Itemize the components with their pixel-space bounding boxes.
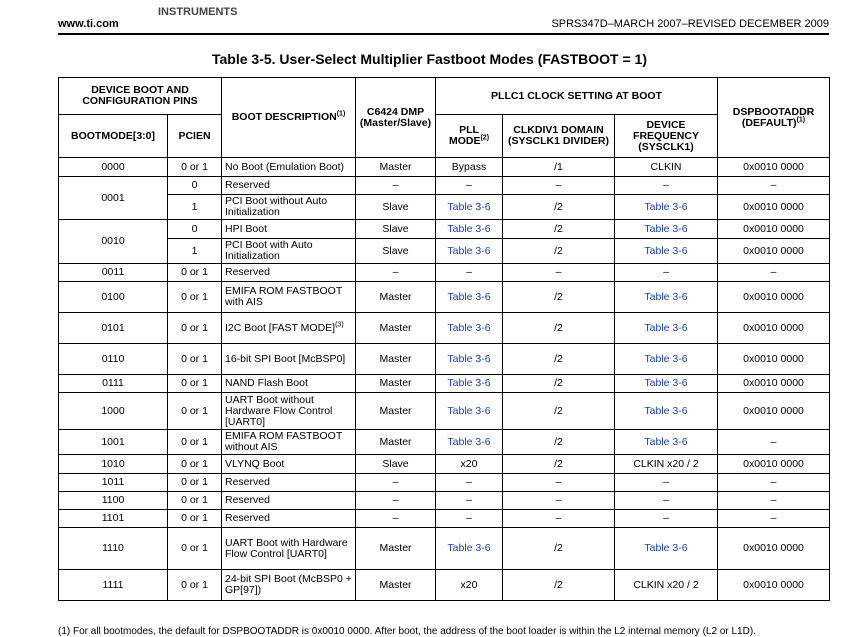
- dspbootaddr-cell: 0x0010 0000: [718, 220, 830, 239]
- pll-mode-cell: –: [436, 492, 503, 510]
- clkdiv-cell: /2: [503, 195, 615, 220]
- table-row: [59, 177, 830, 195]
- dmp-cell: Master: [356, 570, 436, 601]
- clkdiv-cell: /2: [503, 528, 615, 570]
- clkdiv-cell: /2: [503, 393, 615, 430]
- pcien-cell: 0 or 1: [168, 510, 222, 528]
- table-row: [59, 455, 830, 474]
- boot-description-text: EMIFA ROM FASTBOOT with AIS: [225, 285, 343, 308]
- clkdiv-cell: /2: [503, 313, 615, 344]
- clkdiv-cell: /2: [503, 375, 615, 393]
- table-row: [59, 510, 830, 528]
- col-pll-mode-note: (2): [480, 134, 490, 142]
- footnote: (1) For all bootmodes, the default for DSPBOOTADDR is 0x0010 0000. After boot, the address of the boot loader is within the L2 internal memory (L2 or L1D).: [58, 626, 756, 637]
- pll-mode-cell: x20: [436, 455, 503, 474]
- device-frequency-cell: –: [615, 264, 718, 282]
- pcien-cell: 0 or 1: [168, 375, 222, 393]
- bootmode-cell: 1001: [59, 430, 168, 455]
- pll-mode-cell: –: [436, 510, 503, 528]
- pcien-cell: 1: [168, 195, 222, 220]
- dspbootaddr-cell: 0x0010 0000: [718, 455, 830, 474]
- clkdiv-cell: –: [503, 474, 615, 492]
- pcien-cell: 0 or 1: [168, 430, 222, 455]
- boot-description-cell: [222, 393, 356, 430]
- clkdiv-cell: –: [503, 177, 615, 195]
- boot-description-cell: [222, 220, 356, 239]
- device-frequency-cell: CLKIN x20 / 2: [615, 455, 718, 474]
- table-row: [59, 220, 830, 239]
- bootmode-cell: 1101: [59, 510, 168, 528]
- dmp-cell: Master: [356, 158, 436, 177]
- dmp-cell: Slave: [356, 455, 436, 474]
- pll-mode-cell[interactable]: Table 3-6: [436, 239, 503, 264]
- dspbootaddr-cell: –: [718, 474, 830, 492]
- pll-mode-cell[interactable]: Table 3-6: [436, 195, 503, 220]
- pll-mode-cell[interactable]: Table 3-6: [436, 430, 503, 455]
- boot-description-text: PCI Boot with Auto Initialization: [225, 239, 313, 262]
- pll-mode-cell: –: [436, 264, 503, 282]
- device-frequency-cell[interactable]: Table 3-6: [615, 313, 718, 344]
- col-boot-description-label: BOOT DESCRIPTION: [231, 111, 337, 123]
- header-rule: [58, 33, 829, 35]
- bootmode-cell: 0101: [59, 313, 168, 344]
- boot-description-cell: [222, 195, 356, 220]
- dmp-cell: –: [356, 264, 436, 282]
- clkdiv-cell: /2: [503, 430, 615, 455]
- pcien-cell: 0 or 1: [168, 474, 222, 492]
- device-frequency-cell[interactable]: Table 3-6: [615, 430, 718, 455]
- device-frequency-cell: –: [615, 474, 718, 492]
- pll-mode-cell[interactable]: Table 3-6: [436, 344, 503, 375]
- dmp-cell: Master: [356, 344, 436, 375]
- boot-description-cell: [222, 177, 356, 195]
- site-url[interactable]: www.ti.com: [58, 18, 119, 30]
- boot-description-text: PCI Boot without Auto Initialization: [225, 195, 328, 218]
- table-row: [59, 264, 830, 282]
- boot-description-cell: [222, 158, 356, 177]
- boot-description-cell: [222, 430, 356, 455]
- boot-description-cell: [222, 282, 356, 313]
- boot-description-cell: [222, 570, 356, 601]
- table-row: [59, 570, 830, 601]
- dspbootaddr-cell: 0x0010 0000: [718, 195, 830, 220]
- dspbootaddr-cell: –: [718, 510, 830, 528]
- document-reference: SPRS347D–MARCH 2007–REVISED DECEMBER 2009: [551, 18, 829, 30]
- footnote-ref: (3): [335, 321, 344, 328]
- table-row: [59, 313, 830, 344]
- device-frequency-cell: –: [615, 510, 718, 528]
- boot-description-text: I2C Boot [FAST MODE]: [225, 321, 336, 334]
- pll-mode-cell[interactable]: Table 3-6: [436, 220, 503, 239]
- boot-description-cell: [222, 528, 356, 570]
- pcien-cell: 0 or 1: [168, 492, 222, 510]
- boot-description-text: UART Boot with Hardware Flow Control [UART0]: [225, 536, 348, 560]
- clkdiv-cell: –: [503, 510, 615, 528]
- pll-mode-cell: –: [436, 474, 503, 492]
- table-row: [59, 344, 830, 375]
- page-header: [58, 6, 829, 32]
- boot-description-text: UART Boot without Hardware Flow Control [UART0]: [225, 393, 333, 428]
- bootmode-cell: 1100: [59, 492, 168, 510]
- device-frequency-cell: –: [615, 177, 718, 195]
- pll-mode-cell: x20: [436, 570, 503, 601]
- pll-mode-cell[interactable]: Table 3-6: [436, 528, 503, 570]
- dspbootaddr-cell: 0x0010 0000: [718, 344, 830, 375]
- fastboot-table: [58, 77, 830, 601]
- dmp-cell: Slave: [356, 195, 436, 220]
- boot-description-text: Reserved: [225, 512, 270, 524]
- bootmode-cell: 0111: [59, 375, 168, 393]
- table-row: [59, 282, 830, 313]
- bootmode-cell: 0010: [59, 220, 168, 264]
- boot-description-cell: [222, 455, 356, 474]
- dmp-cell: Master: [356, 375, 436, 393]
- boot-description-text: NAND Flash Boot: [225, 377, 308, 389]
- device-frequency-cell[interactable]: Table 3-6: [615, 393, 718, 430]
- dspbootaddr-cell: 0x0010 0000: [718, 570, 830, 601]
- pcien-cell: 0 or 1: [168, 393, 222, 430]
- clkdiv-cell: –: [503, 264, 615, 282]
- pll-mode-cell: Bypass: [436, 158, 503, 177]
- dspbootaddr-cell: –: [718, 492, 830, 510]
- clkdiv-cell: /2: [503, 570, 615, 601]
- pcien-cell: 0 or 1: [168, 264, 222, 282]
- boot-description-text: VLYNQ Boot: [225, 457, 285, 470]
- pcien-cell: 0 or 1: [168, 313, 222, 344]
- dspbootaddr-cell: –: [718, 264, 830, 282]
- pcien-cell: 0 or 1: [168, 570, 222, 601]
- col-dspbootaddr-label: DSPBOOTADDR (DEFAULT): [732, 105, 815, 129]
- clkdiv-cell: /2: [503, 455, 615, 474]
- clkdiv-cell: /1: [503, 158, 615, 177]
- pcien-cell: 0: [168, 177, 222, 195]
- pcien-cell: 0 or 1: [168, 455, 222, 474]
- pcien-cell: 0 or 1: [168, 282, 222, 313]
- device-frequency-cell[interactable]: Table 3-6: [615, 528, 718, 570]
- dmp-cell: Slave: [356, 220, 436, 239]
- clkdiv-cell: /2: [503, 239, 615, 264]
- device-frequency-cell[interactable]: Table 3-6: [615, 282, 718, 313]
- table-row: [59, 158, 830, 177]
- bootmode-cell: 0110: [59, 344, 168, 375]
- bootmode-cell: 0100: [59, 282, 168, 313]
- dmp-cell: –: [356, 177, 436, 195]
- boot-description-text: Reserved: [225, 476, 270, 488]
- table-row: [59, 528, 830, 570]
- bootmode-cell: 1111: [59, 570, 168, 601]
- dspbootaddr-cell: 0x0010 0000: [718, 375, 830, 393]
- boot-description-cell: [222, 375, 356, 393]
- dmp-cell: –: [356, 474, 436, 492]
- clkdiv-cell: –: [503, 492, 615, 510]
- col-dspbootaddr-note: (1): [796, 116, 806, 123]
- boot-description-text: No Boot (Emulation Boot): [225, 160, 345, 173]
- pcien-cell: 0 or 1: [168, 344, 222, 375]
- col-pll-mode-label: PLL MODE: [448, 124, 481, 147]
- dspbootaddr-cell: 0x0010 0000: [718, 239, 830, 264]
- col-pcien: PCIEN: [168, 115, 222, 158]
- dspbootaddr-cell: 0x0010 0000: [718, 282, 830, 313]
- table-row: [59, 474, 830, 492]
- boot-description-cell: [222, 239, 356, 264]
- table-row: [59, 430, 830, 455]
- bootmode-cell: 1010: [59, 455, 168, 474]
- col-boot-description-note: (1): [336, 110, 346, 118]
- pll-mode-cell[interactable]: Table 3-6: [436, 282, 503, 313]
- dmp-cell: Slave: [356, 239, 436, 264]
- pll-mode-cell[interactable]: Table 3-6: [436, 393, 503, 430]
- boot-description-cell: [222, 264, 356, 282]
- bootmode-cell: 1000: [59, 393, 168, 430]
- col-bootmode: BOOTMODE[3:0]: [59, 115, 168, 158]
- boot-description-text: Reserved: [225, 266, 270, 278]
- boot-description-text: 16-bit SPI Boot [McBSP0]: [225, 352, 346, 365]
- dmp-cell: Master: [356, 528, 436, 570]
- dspbootaddr-cell: 0x0010 0000: [718, 313, 830, 344]
- pll-mode-cell: –: [436, 177, 503, 195]
- device-frequency-cell: –: [615, 492, 718, 510]
- dmp-cell: Master: [356, 393, 436, 430]
- device-frequency-cell: CLKIN: [615, 158, 718, 177]
- table-row: [59, 195, 830, 220]
- clkdiv-cell: /2: [503, 282, 615, 313]
- pcien-cell: 1: [168, 239, 222, 264]
- dmp-cell: Master: [356, 313, 436, 344]
- device-frequency-cell: CLKIN x20 / 2: [615, 570, 718, 601]
- bootmode-cell: 1110: [59, 528, 168, 570]
- boot-description-text: 24-bit SPI Boot (McBSP0 + GP[97]): [225, 573, 352, 596]
- col-device-boot: DEVICE BOOT AND CONFIGURATION PINS: [59, 78, 222, 115]
- dspbootaddr-cell: 0x0010 0000: [718, 158, 830, 177]
- pcien-cell: 0 or 1: [168, 528, 222, 570]
- dspbootaddr-cell: 0x0010 0000: [718, 528, 830, 570]
- boot-description-cell: [222, 474, 356, 492]
- device-frequency-cell[interactable]: Table 3-6: [615, 344, 718, 375]
- dspbootaddr-cell: –: [718, 430, 830, 455]
- boot-description-text: EMIFA ROM FASTBOOT without AIS: [225, 430, 343, 453]
- dmp-cell: –: [356, 510, 436, 528]
- clkdiv-cell: /2: [503, 220, 615, 239]
- table-row: [59, 239, 830, 264]
- col-boot-description: [222, 78, 356, 158]
- boot-description-text: HPI Boot: [225, 222, 268, 235]
- pcien-cell: 0: [168, 220, 222, 239]
- dmp-cell: –: [356, 492, 436, 510]
- col-clkdiv: CLKDIV1 DOMAIN (SYSCLK1 DIVIDER): [503, 115, 615, 158]
- table-row: [59, 393, 830, 430]
- col-pll-mode: [436, 115, 503, 158]
- device-frequency-cell[interactable]: Table 3-6: [615, 195, 718, 220]
- table-row: [59, 375, 830, 393]
- boot-description-cell: [222, 313, 356, 344]
- bootmode-cell: 0011: [59, 264, 168, 282]
- device-frequency-cell[interactable]: Table 3-6: [615, 375, 718, 393]
- col-pllc1: PLLC1 CLOCK SETTING AT BOOT: [436, 78, 718, 115]
- pll-mode-cell[interactable]: Table 3-6: [436, 375, 503, 393]
- boot-description-cell: [222, 510, 356, 528]
- boot-description-cell: [222, 492, 356, 510]
- pll-mode-cell[interactable]: Table 3-6: [436, 313, 503, 344]
- device-frequency-cell[interactable]: Table 3-6: [615, 220, 718, 239]
- col-device-frequency: DEVICE FREQUENCY (SYSCLK1): [615, 115, 718, 158]
- bootmode-cell: 0001: [59, 177, 168, 220]
- pcien-cell: 0 or 1: [168, 158, 222, 177]
- bootmode-cell: 0000: [59, 158, 168, 177]
- header-logo-text: INSTRUMENTS: [158, 6, 238, 18]
- clkdiv-cell: /2: [503, 344, 615, 375]
- device-frequency-cell[interactable]: Table 3-6: [615, 239, 718, 264]
- table-row: [59, 492, 830, 510]
- boot-description-cell: [222, 344, 356, 375]
- dmp-cell: Master: [356, 282, 436, 313]
- col-dspbootaddr: [718, 78, 830, 158]
- boot-description-text: Reserved: [225, 179, 270, 191]
- boot-description-text: Reserved: [225, 494, 270, 506]
- dmp-cell: Master: [356, 430, 436, 455]
- col-dmp: C6424 DMP (Master/Slave): [356, 78, 436, 158]
- dspbootaddr-cell: 0x0010 0000: [718, 393, 830, 430]
- table-title: Table 3-5. User-Select Multiplier Fastboot Modes (FASTBOOT = 1): [212, 51, 647, 67]
- bootmode-cell: 1011: [59, 474, 168, 492]
- dspbootaddr-cell: –: [718, 177, 830, 195]
